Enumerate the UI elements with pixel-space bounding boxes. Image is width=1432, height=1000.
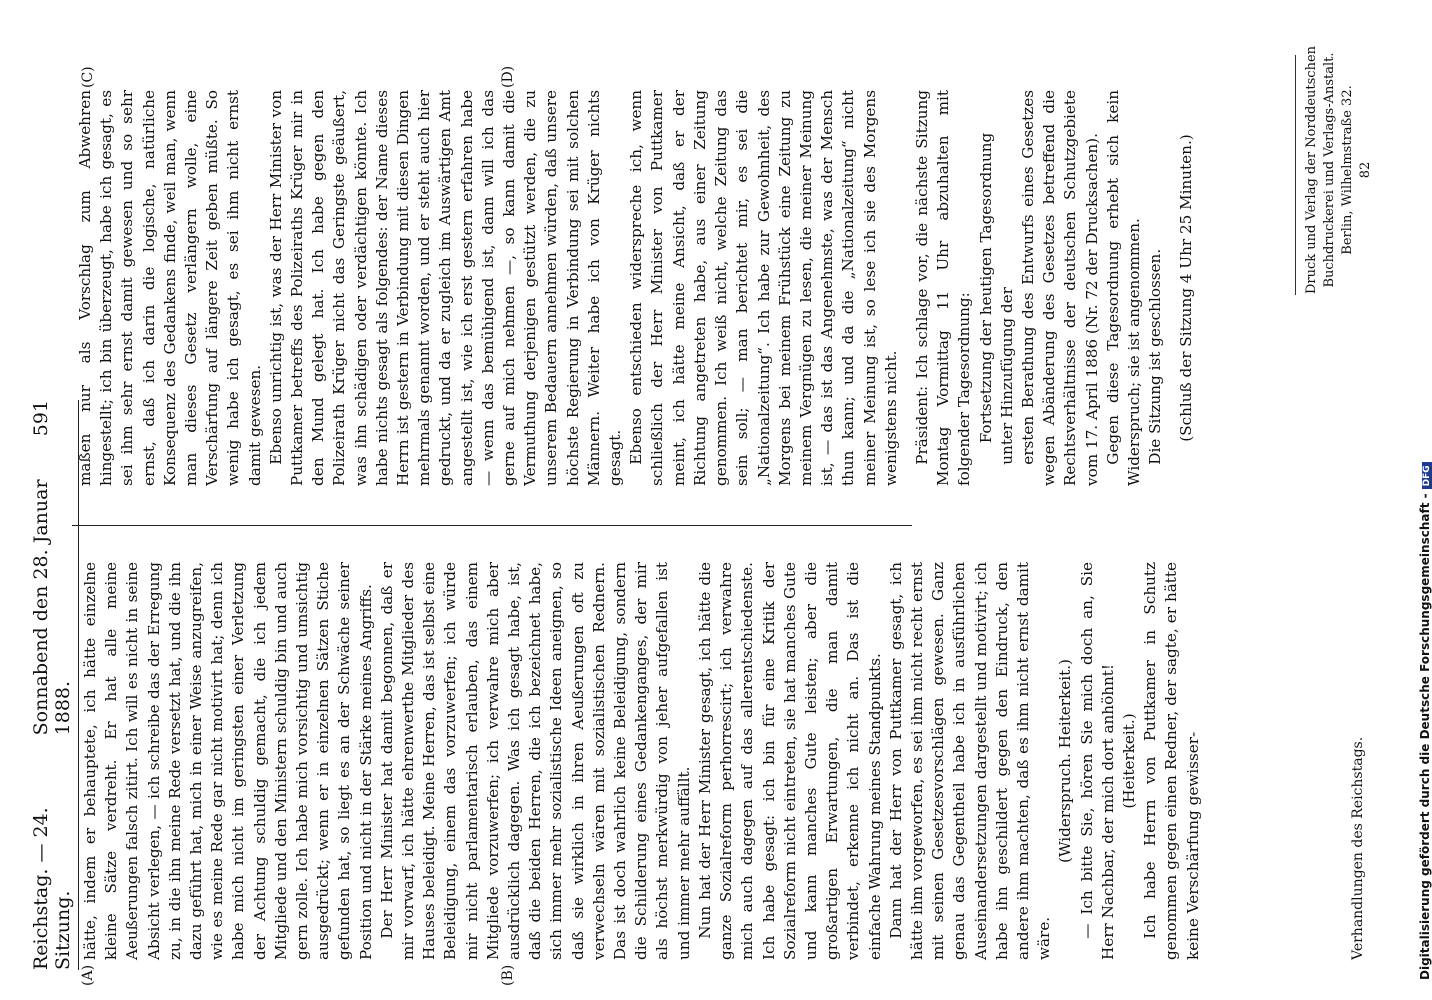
paragraph: Ich habe Herrn von Puttkamer in Schutz genommen gegen einen Redner, der sagte, er hätte keine Verschärfung gewisser- xyxy=(1141,562,1202,960)
paragraph: — Ich bitte Sie, hören Sie mich doch an, Sie Herr Nachbar, der mich dort anhöhnt! xyxy=(1077,562,1117,960)
paragraph: Dann hat der Herr von Puttkamer gesagt, ich hätte ihm vorgeworfen, es sei ihm nicht recht ernst mit seinen Gesetzesvorschlägen gewesen. Ganz genau das Gegentheil habe ich in ausführlichen Auseinandersetzungen dargestellt und motivirt; ich habe ihn geschildert gegen den Eindruck, den andere ihm machten, daß es ihm nicht ernst damit wäre. xyxy=(886,562,1054,960)
dfg-logo: DFG xyxy=(1422,462,1432,489)
imprint-line-1: Druck und Verlag der Norddeutschen Buchdruckerei und Verlags-Anstalt. xyxy=(1304,45,1337,295)
paragraph-gap xyxy=(902,90,912,486)
text-column-left xyxy=(80,562,1204,960)
digitization-caption xyxy=(1418,462,1432,980)
paragraph: Ebenso entschieden widerspreche ich, wenn schließlich der Herr Minister von Puttkamer meint, ich hätte meine Ansicht, daß er der Richtung angetreten habe, aus einer Zeitung genommen. Ich weiß nicht, welche Zeitung das sein soll; — man berichtet mir, es sei die „Nationalzeitung“. Ich habe zur Gewohnheit, des Morgens bei meinem Frühstück eine Zeitung zu meinem Vergnügen zu lesen, die meiner Meinung ist, — das ist das Angenehmste, was der Mensch thun kann; und da die „Nationalzeitung“ nicht meiner Meinung ist, so lese ich sie des Morgens wenigstens nicht. xyxy=(627,90,900,486)
paragraph: Die Sitzung ist geschlossen. xyxy=(1146,248,1165,465)
margin-letter-a: (A) xyxy=(80,964,96,986)
column-divider xyxy=(72,525,912,526)
margin-letter-d: (D) xyxy=(500,65,516,88)
paragraph: (Heiterkeit.) xyxy=(1119,713,1138,809)
paragraph: Präsident: Ich schlage vor, die nächste Sitzung Montag Vormittag 11 Uhr abzuhalten mit folgender Tagesordnung: xyxy=(912,90,974,486)
imprint xyxy=(1303,40,1375,300)
margin-letter-c: (C) xyxy=(80,66,96,88)
paragraph: (Schluß der Sitzung 4 Uhr 25 Minuten.) xyxy=(1177,134,1196,442)
page-number: 591 xyxy=(30,400,52,437)
page-header xyxy=(30,400,79,970)
digitization-caption-text: Digitalisierung gefördert durch die Deutsche Forschungsgemeinschaft - xyxy=(1418,493,1432,980)
paragraph: Nun hat der Herr Minister gesagt, ich hätte die ganze Sozialreform perhorrescirt; ich verwahre mich auch dagegen auf das allerentschiedenste. Ich habe gesagt: ich bin für eine Kritik der Sozialreform nicht eintreten, sie hat manches Gute und kann manches Gute leisten; aber die großartigen Erwartungen, die man damit verbindet, erkenne ich nicht an. Das ist die einfache Wahrung meines Standpunkts. xyxy=(695,562,884,960)
imprint-number: 82 xyxy=(1358,161,1373,179)
text-column-right xyxy=(75,90,1198,486)
footer-title: Verhandlungen des Reichstags. xyxy=(1350,736,1366,960)
paragraph: ersten Berathung des Entwurfs eines Gesetzes wegen Abänderung des Gesetzes betreffend die Rechtsverhältnisse der deutschen Schutzgebiete vom 17. April 1886 (Nr. 72 der Drucksachen). xyxy=(1018,90,1101,486)
header-date: Sonnabend den 28. Januar 1888. xyxy=(30,479,74,736)
paragraph: Der Herr Minister hat damit begonnen, daß er mir vorwarf, ich hätte ehrenwerthe Mitglieder des Hauses beleidigt. Meine Herren, das ist selbst eine Beleidigung, einem das vorzuwerfen; ich würde mir nicht parlamentarisch erlauben, das einem Mitgliede vorzuwerfen; ich verwahre mich aber ausdrücklich dagegen. Was ich gesagt habe, ist, daß die beiden Herren, die ich bezeichnet habe, sich immer mehr sozialistische Ideen aneignen, so daß sie wirklich in ihren Aeußerungen oft zu verwechseln wären mit sozialistischen Rednern. Das ist doch wahrlich keine Beleidigung, sondern die Schilderung eines Gedankenganges, der mir als höchst merkwürdig von jeher aufgefallen ist und immer mehr auffällt. xyxy=(377,562,693,960)
header-left: Reichstag. — 24. Sitzung. xyxy=(30,807,74,970)
margin-letter-b: (B) xyxy=(500,964,516,986)
paragraph: (Widerspruch. Heiterkeit.) xyxy=(1056,659,1075,863)
imprint-line-2: Berlin, Wilhelmstraße 32. xyxy=(1340,85,1355,255)
paragraph: Ebenso unrichtig ist, was der Herr Minister von Puttkamer betreffs des Polizeiraths Krüger mir in den Mund gelegt hat. Ich habe gegen den Polizeirath Krüger nicht das Geringste geäußert, was ihn schädigen oder verdächtigen könnte. Ich habe nichts gesagt als folgendes: der Name dieses Herrn ist gestern in Verbindung mit diesen Dingen mehrmals genannt worden, und er steht auch hier gedruckt, und da er zugleich im Auswärtigen Amt angestellt ist, wie ich erst gestern erfahren habe — wenn das bemühigend ist, dann will ich das gerne auf mich nehmen —, so kann damit die Vermuthung derjenigen gestützt werden, die zu unserem Bedauern annehmen würden, daß unsere höchste Regierung in Verbindung sei mit solchen Männern. Weiter habe ich von Krüger nichts gesagt. xyxy=(266,90,625,486)
imprint-rule xyxy=(1295,55,1296,295)
paragraph: hätte, indem er behauptete, ich hätte einzelne kleine Sätze verdreht. Er hat alle meine Aeußerungen falsch zitirt. Ich will es nicht in seine Absicht verlegen, — ich schreibe das der Erregung zu, in die ihn meine Rede versetzt hat, und die ihn dazu geführt hat, mich in einer Weise anzugreifen, wie es meine Rede gar nicht motivirt hat; denn ich habe mich nicht im geringsten einer Verletzung der Achtung schuldig gemacht, die ich jedem Mitgliede und den Ministern schuldig bin und auch gern zolle. Ich habe mich vorsichtig und umsichtig ausgedrückt; wenn er in einzelnen Sätzen Stiche gefunden hat, so liegt es an der Schwäche seiner Position und nicht in der Stärke meines Angriffs. xyxy=(81,562,375,960)
paragraph: Gegen diese Tagesordnung erhebt sich kein Widerspruch; sie ist angenommen. xyxy=(1103,90,1143,486)
paragraph-gap xyxy=(1166,90,1176,486)
paragraph: maßen nur als Vorschlag zum Abwehren hingestellt; ich bin überzeugt, habe ich gesagt, es sei ihm sehr ernst damit gewesen und so sehr ernst, daß ich darin die logische, natürliche Konsequenz des Gedankens finde, weil man, wenn man dieses Gesetz verlängern wolle, eine Verschärfung auf längere Zeit geben müßte. So wenig habe ich gesagt, es sei ihm nicht ernst damit gewesen. xyxy=(76,90,264,486)
paragraph: Fortsetzung der heutigen Tagesordnung xyxy=(976,132,995,444)
paragraph: unter Hinzufügung der xyxy=(997,287,1016,465)
